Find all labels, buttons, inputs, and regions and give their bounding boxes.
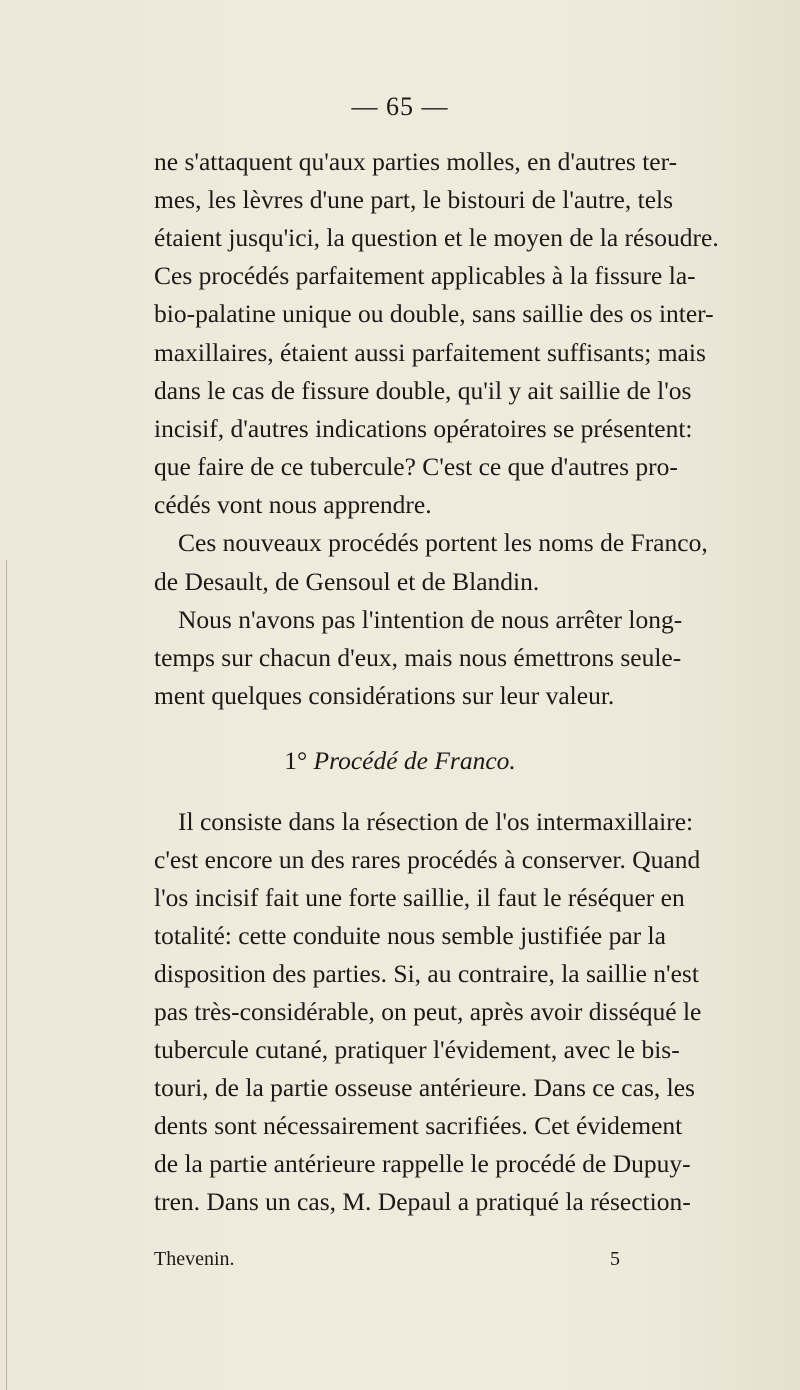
signature-mark: 5 — [610, 1248, 620, 1270]
text-line: incisif, d'autres indications opératoires se présentent: — [154, 414, 693, 443]
page-number: — 65 — — [351, 92, 449, 121]
text-line: disposition des parties. Si, au contraire, la saillie n'est — [154, 959, 699, 988]
text-line: bio-palatine unique ou double, sans saillie des os inter- — [154, 299, 714, 328]
text-line: dans le cas de fissure double, qu'il y ait saillie de l'os — [154, 376, 692, 405]
text-line: tubercule cutané, pratiquer l'évidement, avec le bis- — [154, 1035, 680, 1064]
text-line: c'est encore un des rares procédés à conserver. Quand — [154, 845, 701, 874]
text-line: maxillaires, étaient aussi parfaitement suffisants; mais — [154, 338, 706, 367]
text-line: temps sur chacun d'eux, mais nous émettrons seule- — [154, 643, 682, 672]
signature-author: Thevenin. — [154, 1248, 235, 1270]
section-heading — [0, 744, 800, 778]
page-edge-line — [6, 560, 7, 1390]
text-line: de Desault, de Gensoul et de Blandin. — [154, 567, 540, 596]
text-line: Nous n'avons pas l'intention de nous arrêter long- — [178, 605, 683, 634]
text-line: ment quelques considérations sur leur valeur. — [154, 681, 615, 710]
text-line: pas très-considérable, on peut, après avoir disséqué le — [154, 997, 702, 1026]
text-line: Il consiste dans la résection de l'os intermaxillaire: — [178, 807, 694, 836]
text-line: ne s'attaquent qu'aux parties molles, en d'autres ter- — [154, 147, 678, 176]
text-line: touri, de la partie osseuse antérieure. Dans ce cas, les — [154, 1073, 695, 1102]
text-line: Ces nouveaux procédés portent les noms de Franco, — [178, 528, 708, 557]
text-line: étaient jusqu'ici, la question et le moyen de la résoudre. — [154, 223, 719, 252]
heading-title: Procédé de Franco. — [313, 746, 516, 775]
text-line: totalité: cette conduite nous semble justifiée par la — [154, 921, 666, 950]
text-line: l'os incisif fait une forte saillie, il faut le réséquer en — [154, 883, 685, 912]
text-line: cédés vont nous apprendre. — [154, 490, 432, 519]
text-line: que faire de ce tubercule? C'est ce que d'autres pro- — [154, 452, 678, 481]
text-line: Ces procédés parfaitement applicables à la fissure la- — [154, 261, 696, 290]
heading-number: 1° — [284, 746, 308, 775]
text-line: mes, les lèvres d'une part, le bistouri de l'autre, tels — [154, 185, 674, 214]
text-line: dents sont nécessairement sacrifiées. Cet évidement — [154, 1111, 683, 1140]
text-line: tren. Dans un cas, M. Depaul a pratiqué la résection- — [154, 1187, 691, 1216]
text-line: de la partie antérieure rappelle le procédé de Dupuy- — [154, 1149, 691, 1178]
